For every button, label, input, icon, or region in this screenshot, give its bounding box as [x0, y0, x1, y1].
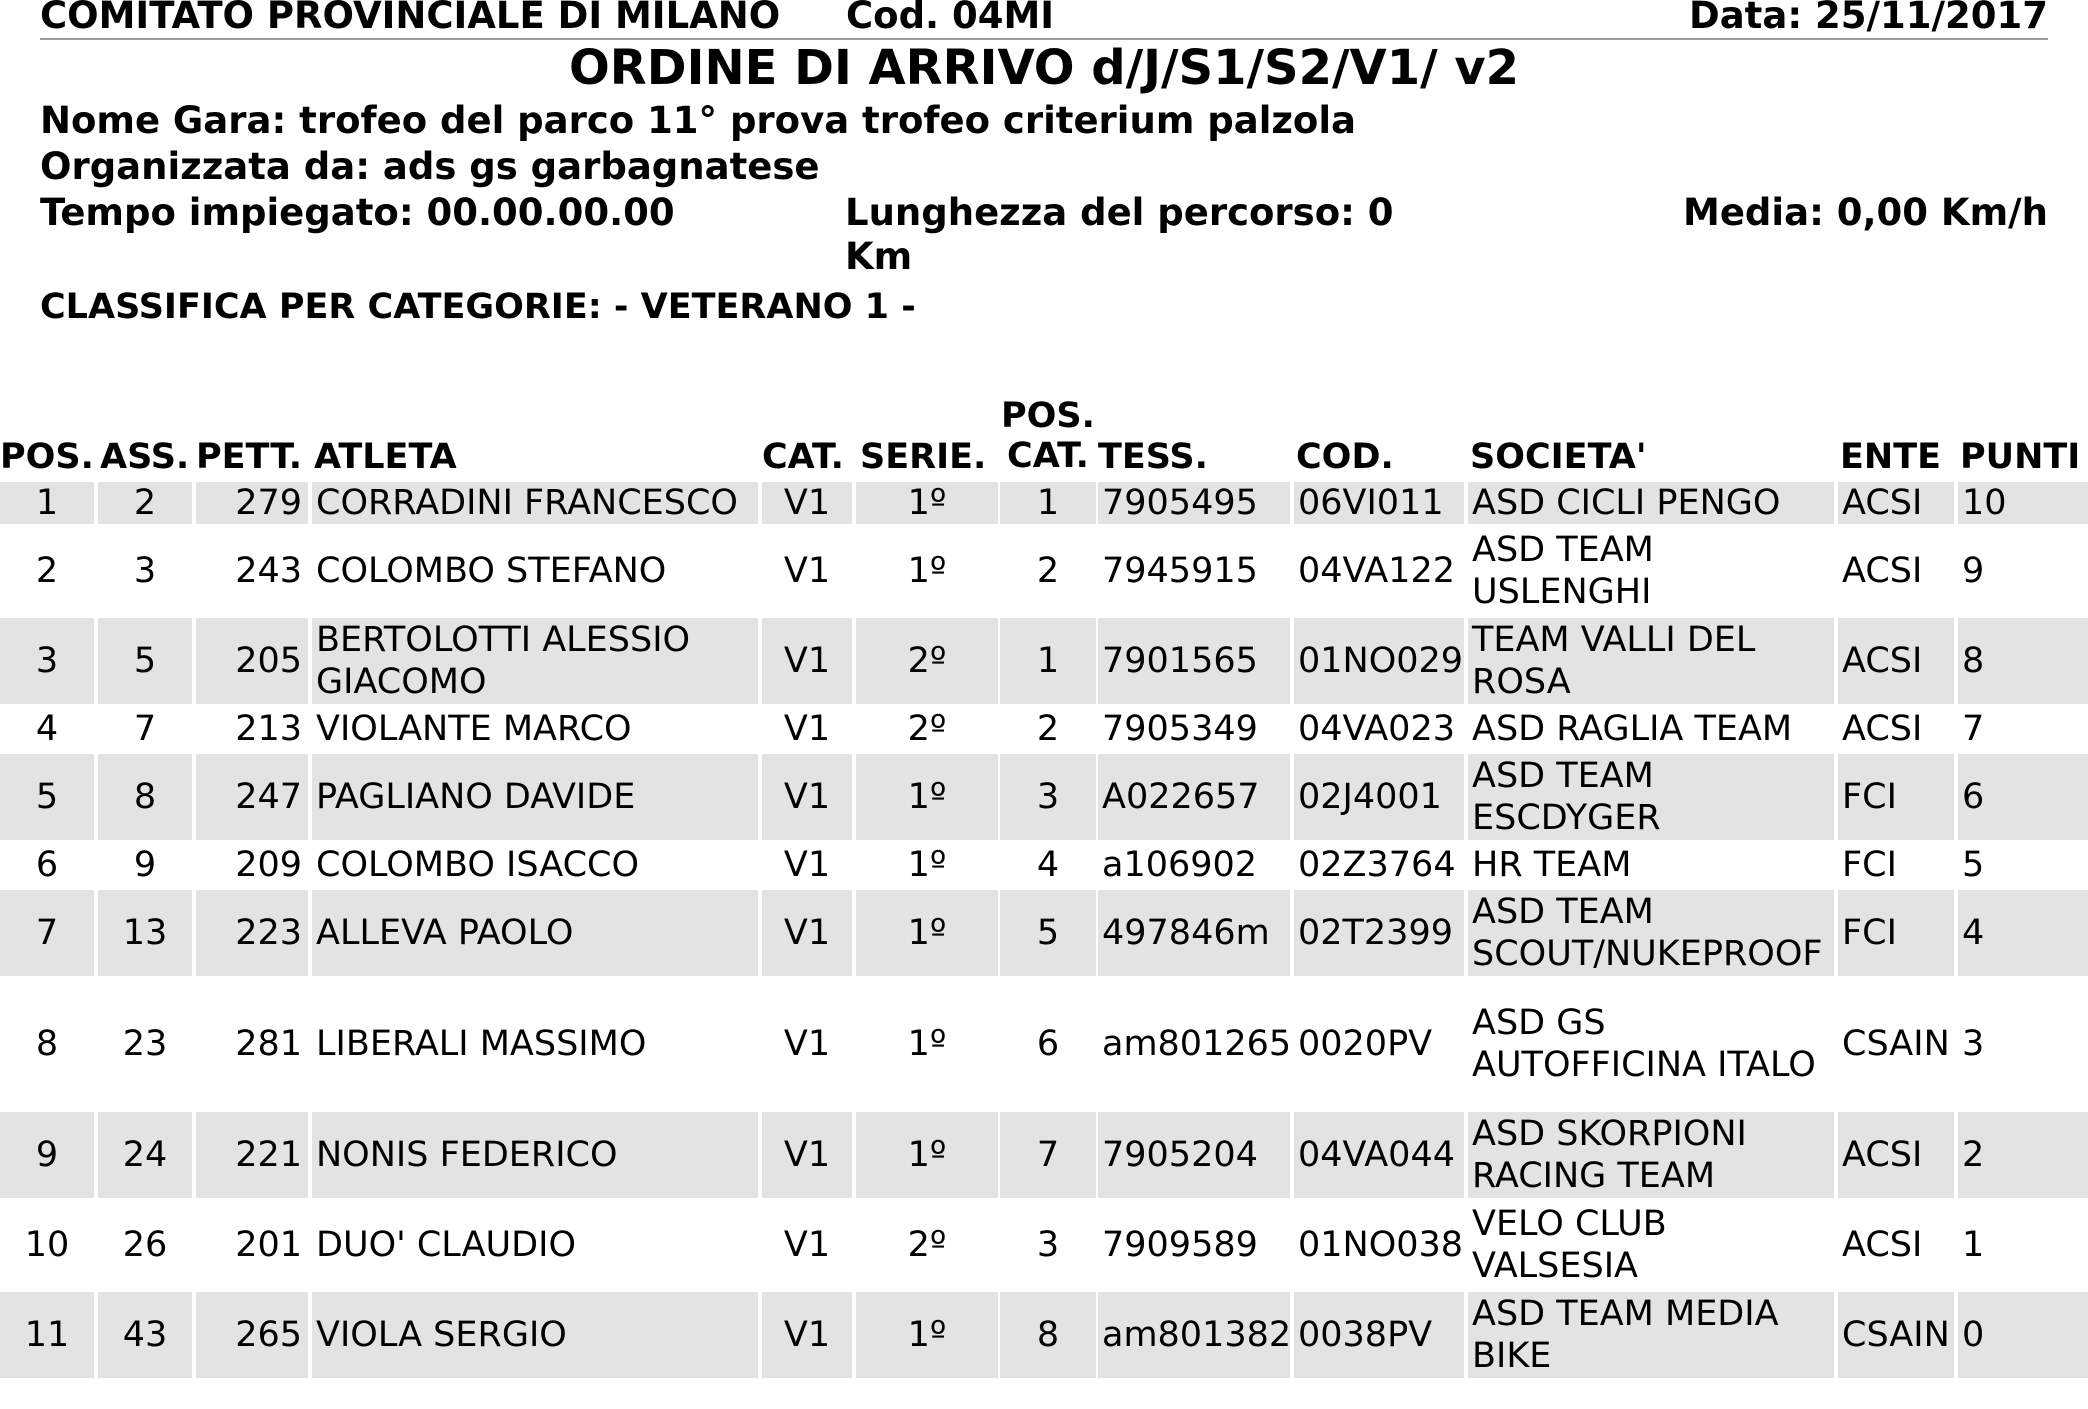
- cell-pos: 9: [0, 1112, 94, 1198]
- cell-pett: 201: [235, 1225, 302, 1265]
- average-speed: Media: 0,00 Km/h: [1683, 191, 2048, 234]
- column-header-societa: SOCIETA': [1470, 437, 1647, 477]
- cell-pett: 243: [235, 551, 302, 591]
- page-title: ORDINE DI ARRIVO d/J/S1/S2/V1/ v2: [568, 40, 1520, 96]
- table-row: [0, 1202, 2088, 1288]
- cell-ente: FCI: [1838, 890, 1954, 976]
- cell-ente: FCI: [1842, 845, 1897, 885]
- cell-pos-cat: 7: [1000, 1112, 1096, 1198]
- race-name: Nome Gara: trofeo del parco 11° prova trofeo criterium palzola: [40, 99, 1356, 142]
- cell-punti: 3: [1962, 1024, 1985, 1064]
- organizer: Organizzata da: ads gs garbagnatese: [40, 145, 820, 188]
- cell-pett: 213: [235, 709, 302, 749]
- cell-tess: 7905349: [1102, 709, 1258, 749]
- cell-punti: 10: [1958, 482, 2088, 524]
- cell-atleta: VIOLANTE MARCO: [316, 709, 632, 749]
- cell-serie: 1º: [856, 482, 998, 524]
- cell-ass: 9: [133, 845, 157, 885]
- cell-atleta: VIOLA SERGIO: [312, 1292, 758, 1378]
- cell-cat: V1: [783, 1225, 831, 1265]
- cell-cat: V1: [762, 1292, 852, 1378]
- cell-pos-cat: 2: [1036, 551, 1060, 591]
- cell-societa: ASD TEAM SCOUT/NUKEPROOF: [1468, 890, 1834, 976]
- cell-cat: V1: [762, 618, 852, 704]
- cell-serie: 1º: [907, 845, 947, 885]
- cell-ente: ACSI: [1838, 482, 1954, 524]
- table-row: [0, 754, 2088, 840]
- column-header-cod: COD.: [1296, 437, 1394, 477]
- cell-pett: 221: [196, 1112, 308, 1198]
- cell-tess: 7905495: [1098, 482, 1290, 524]
- cell-cod: 02J4001: [1294, 754, 1464, 840]
- cell-serie: 2º: [907, 709, 947, 749]
- cell-societa: HR TEAM: [1472, 845, 1632, 885]
- cell-pos: 2: [35, 551, 59, 591]
- cell-atleta: LIBERALI MASSIMO: [316, 1024, 647, 1064]
- cell-ente: ACSI: [1842, 1225, 1923, 1265]
- cell-tess: 7901565: [1098, 618, 1290, 704]
- cell-ass: 7: [133, 709, 157, 749]
- cell-societa: ASD GS AUTOFFICINA ITALO: [1472, 1003, 1816, 1085]
- cell-pos: 6: [35, 845, 59, 885]
- cell-pos: 4: [35, 709, 59, 749]
- cell-punti: 7: [1962, 709, 1985, 749]
- cell-pos-cat: 6: [1036, 1024, 1060, 1064]
- cell-serie: 1º: [856, 1112, 998, 1198]
- cell-societa: ASD SKORPIONI RACING TEAM: [1468, 1112, 1834, 1198]
- cell-cat: V1: [762, 482, 852, 524]
- cell-pos-cat: 1: [1000, 482, 1096, 524]
- cell-punti: 4: [1958, 890, 2088, 976]
- column-header-ass: ASS.: [100, 437, 190, 477]
- table-row: [0, 890, 2088, 976]
- cell-ass: 24: [98, 1112, 192, 1198]
- cell-tess: 497846m: [1098, 890, 1290, 976]
- cell-atleta: COLOMBO STEFANO: [316, 551, 667, 591]
- cell-ente: ACSI: [1842, 709, 1923, 749]
- column-header-punti: PUNTI: [1960, 437, 2081, 477]
- cell-atleta: COLOMBO ISACCO: [316, 845, 639, 885]
- cell-tess: a106902: [1102, 845, 1258, 885]
- cell-cod: 04VA023: [1298, 709, 1455, 749]
- table-row: [0, 980, 2088, 1108]
- cell-pos: 5: [0, 754, 94, 840]
- cell-pett: 265: [196, 1292, 308, 1378]
- table-row: [0, 1292, 2088, 1378]
- cell-ente: CSAIN: [1842, 1024, 1950, 1064]
- cell-pett: 281: [235, 1024, 302, 1064]
- cell-pos: 10: [24, 1225, 70, 1265]
- cell-ass: 2: [98, 482, 192, 524]
- cell-cod: 0020PV: [1298, 1024, 1433, 1064]
- cell-serie: 1º: [907, 1024, 947, 1064]
- cell-punti: 2: [1958, 1112, 2088, 1198]
- document-date: Data: 25/11/2017: [1689, 0, 2048, 37]
- cell-societa: ASD TEAM ESCDYGER: [1468, 754, 1834, 840]
- table-row: [0, 618, 2088, 704]
- cell-pos-cat: 2: [1036, 709, 1060, 749]
- cell-serie: 1º: [856, 1292, 998, 1378]
- cell-cod: 0038PV: [1294, 1292, 1464, 1378]
- table-row: [0, 482, 2088, 524]
- cell-tess: am801382: [1098, 1292, 1290, 1378]
- cell-ass: 26: [122, 1225, 168, 1265]
- cell-pett: 223: [196, 890, 308, 976]
- cell-cat: V1: [783, 551, 831, 591]
- column-header-pos-cat: POS. CAT.: [1001, 396, 1095, 476]
- cell-pos-cat: 8: [1000, 1292, 1096, 1378]
- cell-tess: 7905204: [1098, 1112, 1290, 1198]
- cell-cod: 02T2399: [1294, 890, 1464, 976]
- cell-serie: 2º: [907, 1225, 947, 1265]
- cell-atleta: BERTOLOTTI ALESSIO GIACOMO: [312, 618, 758, 704]
- column-header-atleta: ATLETA: [314, 437, 457, 477]
- cell-cat: V1: [783, 1024, 831, 1064]
- table-body: [0, 482, 2088, 1378]
- cell-cod: 04VA122: [1298, 551, 1455, 591]
- table-header: [0, 392, 2088, 482]
- column-header-tess: TESS.: [1098, 437, 1208, 477]
- cell-cat: V1: [762, 754, 852, 840]
- cell-cat: V1: [783, 845, 831, 885]
- cell-pos: 11: [0, 1292, 94, 1378]
- cell-ente: ACSI: [1838, 618, 1954, 704]
- cell-tess: A022657: [1098, 754, 1290, 840]
- committee-code: Cod. 04MI: [846, 0, 1055, 37]
- cell-ass: 5: [98, 618, 192, 704]
- cell-societa: ASD RAGLIA TEAM: [1472, 709, 1793, 749]
- cell-cat: V1: [783, 709, 831, 749]
- cell-serie: 1º: [856, 754, 998, 840]
- cell-pett: 205: [196, 618, 308, 704]
- cell-ente: FCI: [1838, 754, 1954, 840]
- cell-atleta: ALLEVA PAOLO: [312, 890, 758, 976]
- cell-punti: 5: [1962, 845, 1985, 885]
- column-header-ente: ENTE: [1840, 437, 1941, 477]
- cell-punti: 6: [1958, 754, 2088, 840]
- cell-pos: 1: [0, 482, 94, 524]
- cell-pos-cat: 4: [1036, 845, 1060, 885]
- elapsed-time: Tempo impiegato: 00.00.00.00: [40, 191, 675, 234]
- cell-ente: ACSI: [1838, 1112, 1954, 1198]
- cell-societa: ASD TEAM MEDIA BIKE: [1468, 1292, 1834, 1378]
- cell-serie: 1º: [907, 551, 947, 591]
- committee-name: COMITATO PROVINCIALE DI MILANO: [40, 0, 781, 37]
- cell-punti: 0: [1958, 1292, 2088, 1378]
- cell-cod: 06VI011: [1294, 482, 1464, 524]
- cell-punti: 1: [1962, 1225, 1985, 1265]
- cell-punti: 9: [1962, 551, 1985, 591]
- cell-ass: 3: [133, 551, 157, 591]
- cell-pos: 3: [0, 618, 94, 704]
- results-table: [0, 392, 2088, 1382]
- cell-cat: V1: [762, 890, 852, 976]
- cell-atleta: CORRADINI FRANCESCO: [312, 482, 758, 524]
- cell-cat: V1: [762, 1112, 852, 1198]
- cell-pos-cat: 5: [1000, 890, 1096, 976]
- cell-tess: 7909589: [1102, 1225, 1258, 1265]
- cell-societa: TEAM VALLI DEL ROSA: [1468, 618, 1834, 704]
- cell-cod: 01NO038: [1298, 1225, 1464, 1265]
- cell-ente: CSAIN: [1838, 1292, 1954, 1378]
- cell-tess: 7945915: [1102, 551, 1258, 591]
- table-row: [0, 708, 2088, 750]
- cell-ass: 23: [122, 1024, 168, 1064]
- cell-atleta: PAGLIANO DAVIDE: [312, 754, 758, 840]
- cell-pett: 279: [196, 482, 308, 524]
- cell-serie: 2º: [856, 618, 998, 704]
- cell-pett: 247: [196, 754, 308, 840]
- cell-tess: am801265: [1102, 1024, 1292, 1064]
- cell-pos-cat: 3: [1000, 754, 1096, 840]
- cell-societa: ASD TEAM USLENGHI: [1472, 530, 1654, 612]
- table-row: [0, 844, 2088, 886]
- cell-serie: 1º: [856, 890, 998, 976]
- cell-cod: 04VA044: [1294, 1112, 1464, 1198]
- table-row: [0, 1112, 2088, 1198]
- cell-ass: 8: [98, 754, 192, 840]
- column-header-pett: PETT.: [196, 437, 303, 477]
- cell-pos: 8: [35, 1024, 59, 1064]
- cell-ass: 13: [98, 890, 192, 976]
- cell-punti: 8: [1958, 618, 2088, 704]
- cell-atleta: NONIS FEDERICO: [312, 1112, 758, 1198]
- cell-pos-cat: 1: [1000, 618, 1096, 704]
- cell-ass: 43: [98, 1292, 192, 1378]
- column-header-pos: POS.: [0, 437, 94, 477]
- cell-societa: VELO CLUB VALSESIA: [1472, 1204, 1667, 1286]
- cell-cod: 01NO029: [1294, 618, 1464, 704]
- cell-societa: ASD CICLI PENGO: [1468, 482, 1834, 524]
- cell-pos: 7: [0, 890, 94, 976]
- cell-cod: 02Z3764: [1298, 845, 1456, 885]
- column-header-cat: CAT.: [762, 437, 844, 477]
- course-length: Lunghezza del percorso: 0 Km: [845, 191, 1394, 278]
- table-row: [0, 528, 2088, 614]
- category-heading: CLASSIFICA PER CATEGORIE: - VETERANO 1 -: [40, 287, 916, 327]
- cell-pos-cat: 3: [1036, 1225, 1060, 1265]
- cell-atleta: DUO' CLAUDIO: [316, 1225, 576, 1265]
- column-header-serie: SERIE.: [860, 437, 987, 477]
- cell-ente: ACSI: [1842, 551, 1923, 591]
- cell-pett: 209: [235, 845, 302, 885]
